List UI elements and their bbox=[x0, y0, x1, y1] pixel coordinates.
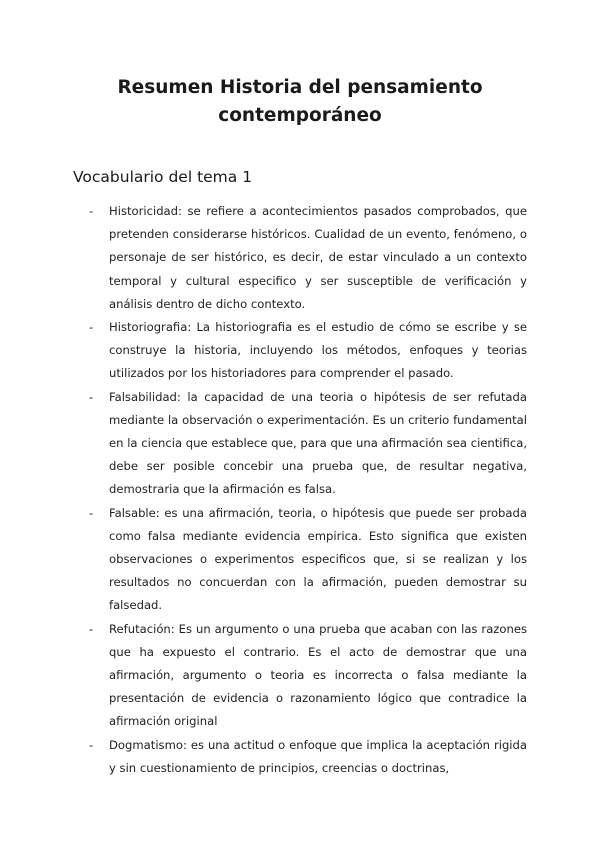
vocab-term: Falsabilidad: bbox=[109, 389, 181, 404]
bullet-marker: - bbox=[89, 505, 94, 520]
vocab-term: Historiografia: bbox=[109, 320, 192, 335]
vocab-term: Dogmatismo: bbox=[109, 737, 187, 752]
vocabulary-list bbox=[89, 200, 527, 780]
vocab-item-falsabilidad bbox=[89, 386, 527, 502]
vocab-term: Falsable: bbox=[109, 505, 160, 520]
bullet-marker: - bbox=[89, 621, 94, 636]
bullet-marker: - bbox=[89, 737, 94, 752]
vocab-item-falsable bbox=[89, 502, 527, 618]
vocab-definition: La historiografia es el estudio de cómo se escribe y se construye la historia, incluyendo los métodos, enfoques y teorias utilizados por los historiadores para comprender el pasado. bbox=[109, 320, 527, 381]
vocab-definition: es una afirmación, teoria, o hipótesis que puede ser probada como falsa mediante evidencia empirica. Esto significa que existen observaciones o experimentos especificos que, si se realizan y los resultados no concuerdan con la afirmación, pueden demostrar su falsedad. bbox=[109, 505, 527, 613]
vocab-term: Historicidad: bbox=[109, 204, 182, 218]
vocab-item-historicidad bbox=[89, 200, 527, 316]
vocab-item-dogmatismo bbox=[89, 734, 527, 780]
vocab-definition: Es un argumento o una prueba que acaban con las razones que ha expuesto el contrario. Es el acto de demostrar que una afirmación, argumento o teoria es incorrecta o falsa mediante la presentación de evidencia o razonamiento lógico que contradice la afirmación original bbox=[109, 621, 527, 729]
bullet-marker: - bbox=[89, 320, 94, 335]
vocab-definition: es una actitud o enfoque que implica la aceptación rigida y sin cuestionamiento de principios, creencias o doctrinas, bbox=[109, 737, 527, 775]
vocab-definition: la capacidad de una teoria o hipótesis de ser refutada mediante la observación o experimentación. Es un criterio fundamental en la ciencia que establece que, para que una afirmación sea cientifica, debe ser posible concebir una prueba que, de resultar negativa, demostraria que la afirmación es falsa. bbox=[109, 389, 527, 497]
vocab-term: Refutación: bbox=[109, 621, 175, 636]
section-heading: Vocabulario del tema 1 bbox=[73, 168, 253, 186]
vocab-definition: se refiere a acontecimientos pasados comprobados, que pretenden considerarse históricos. Cualidad de un evento, fenómeno, o personaje de ser histórico, es decir, de estar vinculado a un contexto temporal y cultural especifico y ser susceptible de verificación y análisis dentro de dicho contexto. bbox=[109, 204, 527, 311]
vocab-item-historiografia bbox=[89, 316, 527, 386]
vocab-item-refutacion bbox=[89, 618, 527, 734]
document-title: Resumen Historia del pensamiento contemporáneo bbox=[117, 77, 483, 126]
bullet-marker: - bbox=[89, 389, 94, 404]
bullet-marker: - bbox=[89, 204, 94, 218]
